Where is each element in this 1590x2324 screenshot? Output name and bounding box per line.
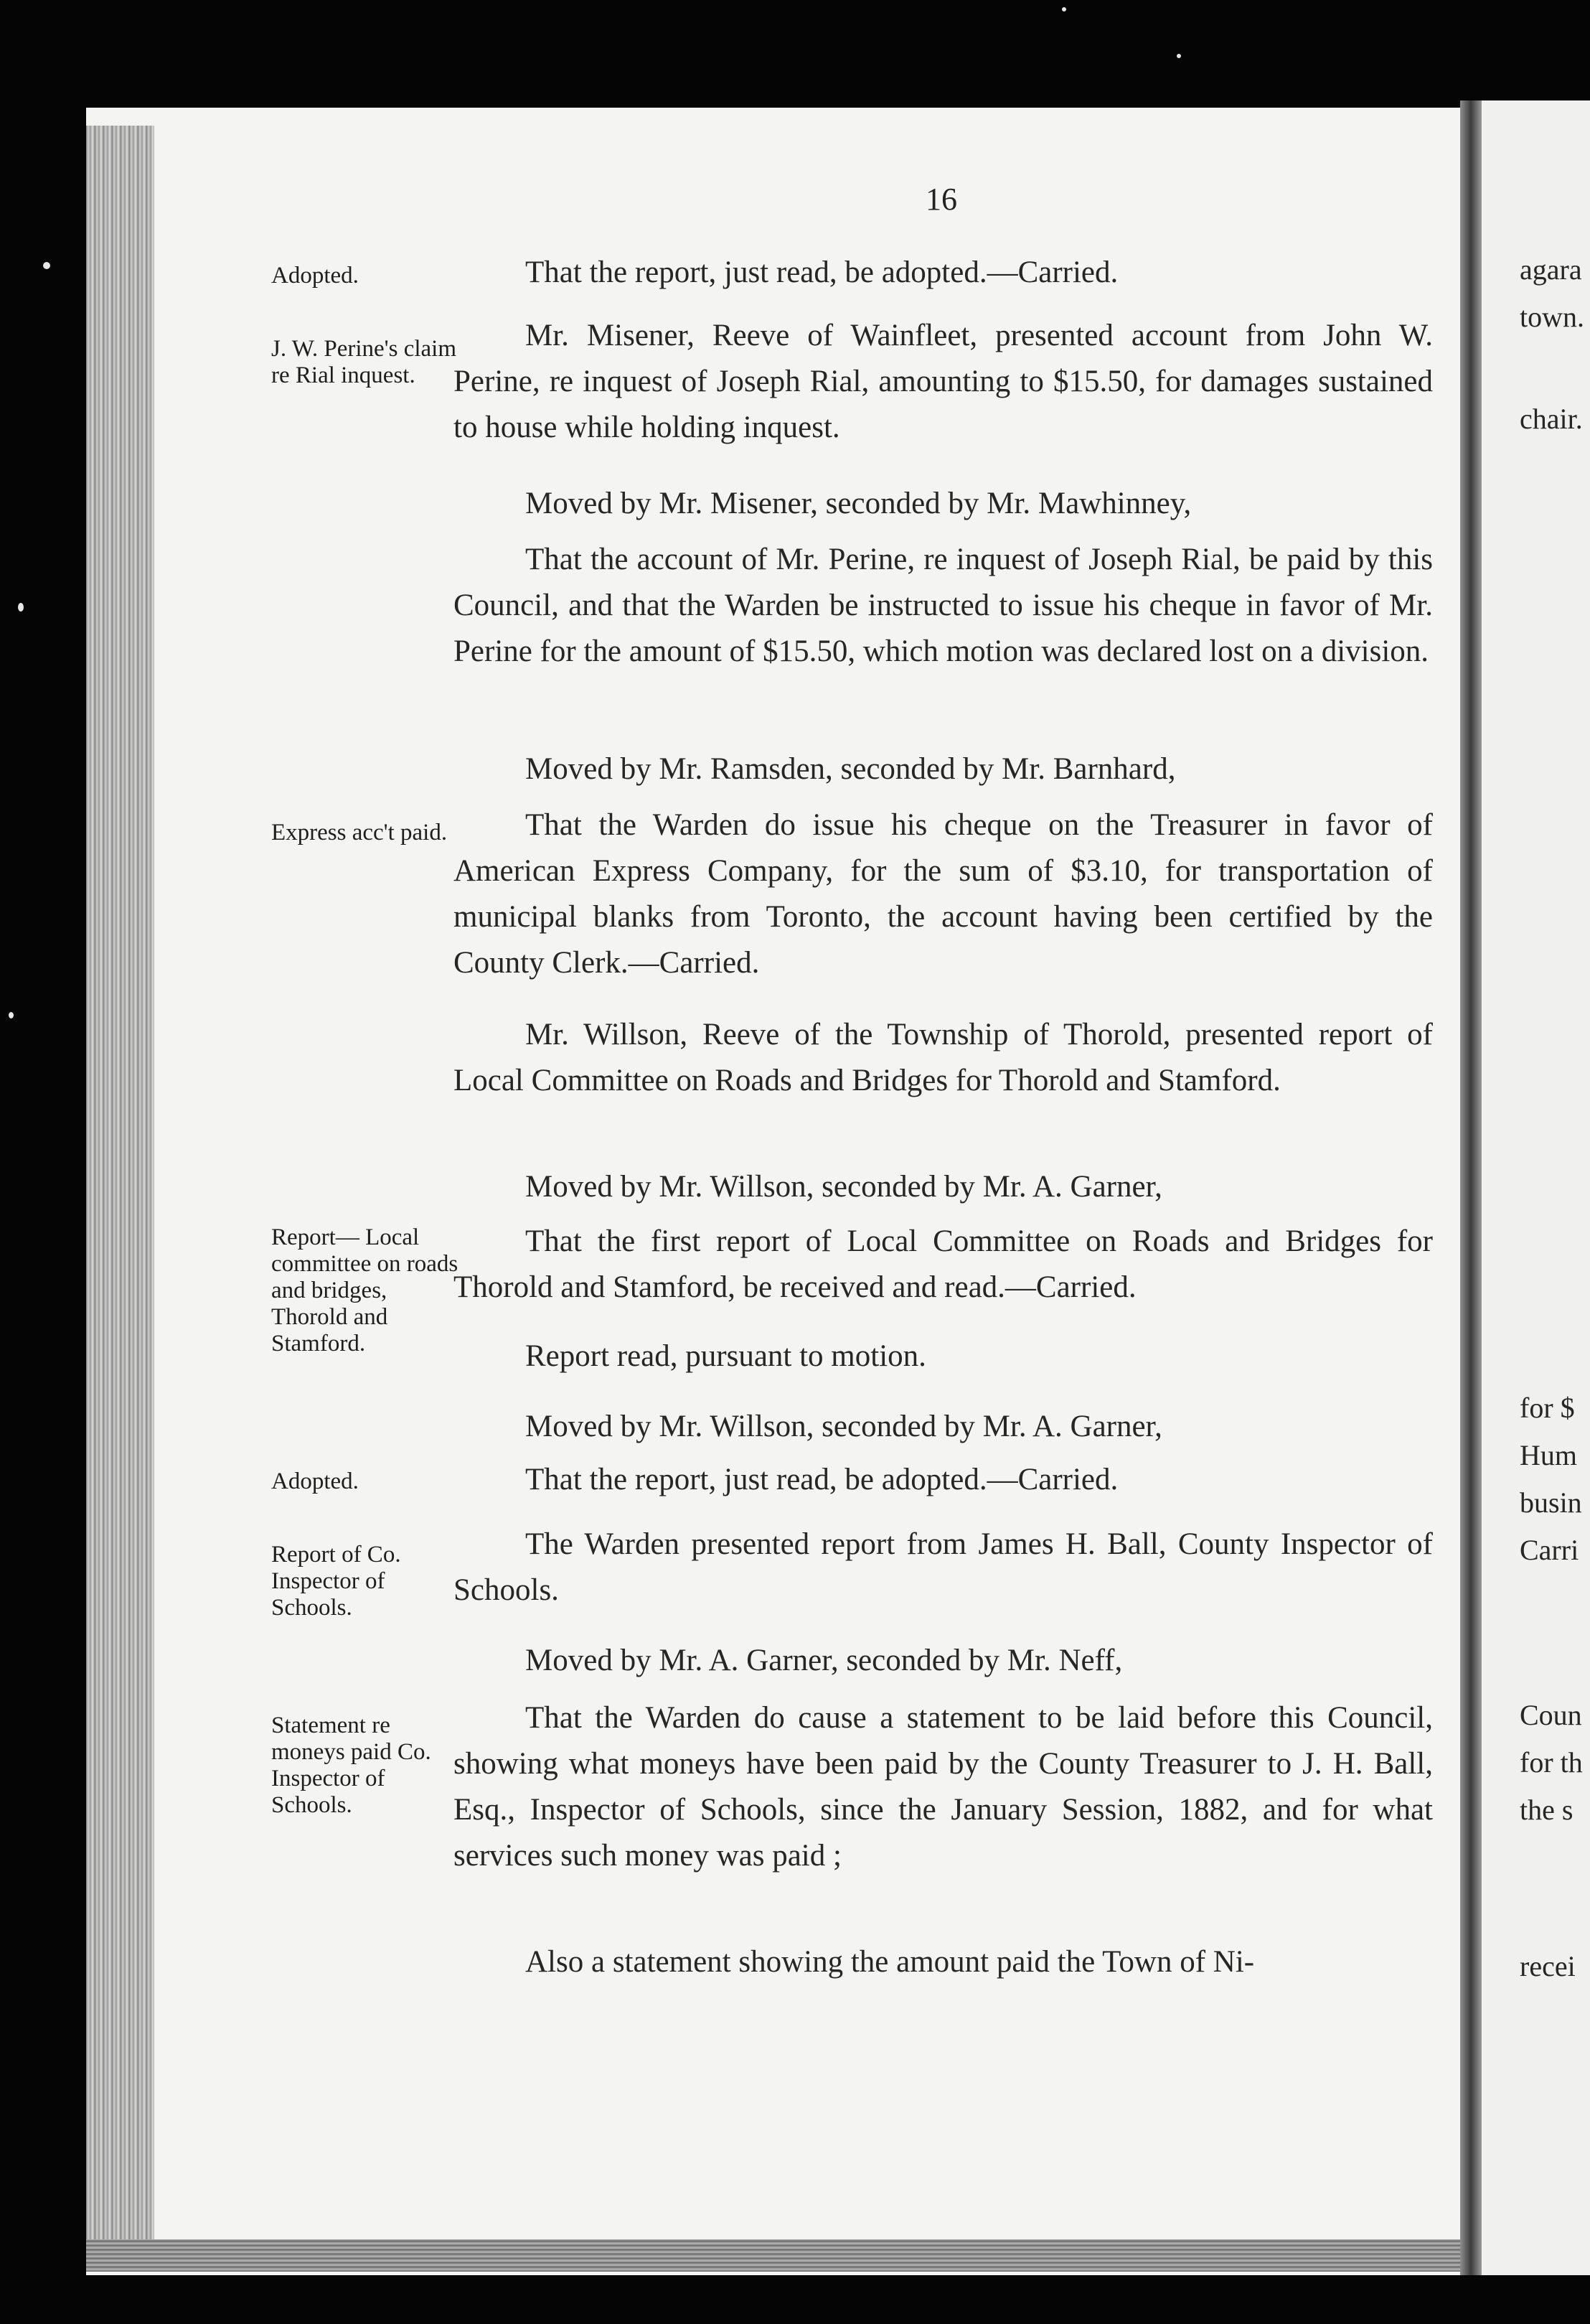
body-paragraph: That the Warden do cause a statement to be laid before this Council, showing what moneys have been paid by the County Treasurer to J. H. Ball, Esq., Inspector of Schools, since the January Session, 1882, and for what services such money was paid ; bbox=[453, 1701, 1433, 1873]
facing-page-text: agara bbox=[1520, 253, 1582, 286]
page-number: 16 bbox=[926, 182, 957, 217]
body-paragraph: Moved by Mr. A. Garner, seconded by Mr. Neff, bbox=[525, 1644, 1123, 1677]
body-paragraph: That the report, just read, be adopted.—Carried. bbox=[525, 1463, 1119, 1496]
body-paragraph: Mr. Willson, Reeve of the Township of Thorold, presented report of Local Committee on Roads and Bridges for Thorold and Stamford. bbox=[453, 1018, 1433, 1097]
margin-note-inspector-report: Report of Co. Inspector of Schools. bbox=[271, 1542, 401, 1621]
facing-page-text: the s bbox=[1520, 1794, 1573, 1826]
body-paragraph: That the report, just read, be adopted.—Carried. bbox=[525, 256, 1119, 289]
body-paragraph: Also a statement showing the amount paid the Town of Ni- bbox=[525, 1945, 1255, 1979]
margin-note-adopted-2: Adopted. bbox=[271, 1468, 359, 1494]
dust-speck bbox=[18, 603, 24, 612]
body-paragraph: That the first report of Local Committee on Roads and Bridges for Thorold and Stamford, be received and read.—Carried. bbox=[453, 1224, 1433, 1304]
margin-note-express-account: Express acc't paid. bbox=[271, 820, 448, 845]
body-paragraph: Moved by Mr. Willson, seconded by Mr. A. Garner, bbox=[525, 1410, 1162, 1443]
dust-speck bbox=[1177, 54, 1181, 58]
body-paragraph: Mr. Misener, Reeve of Wainfleet, presented account from John W. Perine, re inquest of Joseph Rial, amounting to $15.50, for damages sustained to house while holding inquest. bbox=[453, 319, 1433, 444]
facing-page-text: for th bbox=[1520, 1746, 1583, 1779]
facing-page-text: Coun bbox=[1520, 1699, 1582, 1731]
facing-page-text: busin bbox=[1520, 1486, 1582, 1519]
facing-page-text: Hum bbox=[1520, 1439, 1577, 1471]
page-stack-edge-bottom bbox=[86, 2239, 1460, 2272]
body-paragraph: The Warden presented report from James H. Ball, County Inspector of Schools. bbox=[453, 1527, 1433, 1607]
margin-note-perine-claim: J. W. Perine's claim re Rial inquest. bbox=[271, 336, 457, 388]
body-paragraph: Moved by Mr. Willson, seconded by Mr. A. Garner, bbox=[525, 1170, 1162, 1204]
dust-speck bbox=[43, 262, 50, 269]
margin-note-adopted: Adopted. bbox=[271, 263, 359, 289]
dust-speck bbox=[9, 1012, 14, 1018]
body-paragraph: That the account of Mr. Perine, re inquest of Joseph Rial, be paid by this Council, and that the Warden be instructed to issue his cheque in favor of Mr. Perine for the amount of $15.50, which motion was declared lost on a division. bbox=[453, 543, 1433, 668]
page-stack-edge-left bbox=[86, 126, 154, 2268]
body-paragraph: Moved by Mr. Ramsden, seconded by Mr. Barnhard, bbox=[525, 752, 1176, 786]
dust-speck bbox=[1062, 7, 1066, 11]
facing-page-text: recei bbox=[1520, 1950, 1576, 1982]
facing-page-text: for $ bbox=[1520, 1392, 1575, 1424]
margin-note-statement-moneys: Statement re moneys paid Co. Inspector of Schools. bbox=[271, 1712, 431, 1818]
body-paragraph: Report read, pursuant to motion. bbox=[525, 1339, 926, 1373]
facing-page-text: chair. bbox=[1520, 403, 1583, 435]
margin-note-roads-report: Report— Local committee on roads and bridges, Thorold and Stamford. bbox=[271, 1224, 458, 1357]
facing-page-text: town. bbox=[1520, 301, 1584, 333]
body-paragraph: That the Warden do issue his cheque on the Treasurer in favor of American Express Company, for the sum of $3.10, for transportation of municipal blanks from Toronto, the account having been certified by the County Clerk.—Carried. bbox=[453, 808, 1433, 980]
facing-page-text: Carri bbox=[1520, 1534, 1579, 1566]
body-paragraph: Moved by Mr. Misener, seconded by Mr. Mawhinney, bbox=[525, 487, 1192, 520]
book-gutter bbox=[1460, 100, 1482, 2275]
